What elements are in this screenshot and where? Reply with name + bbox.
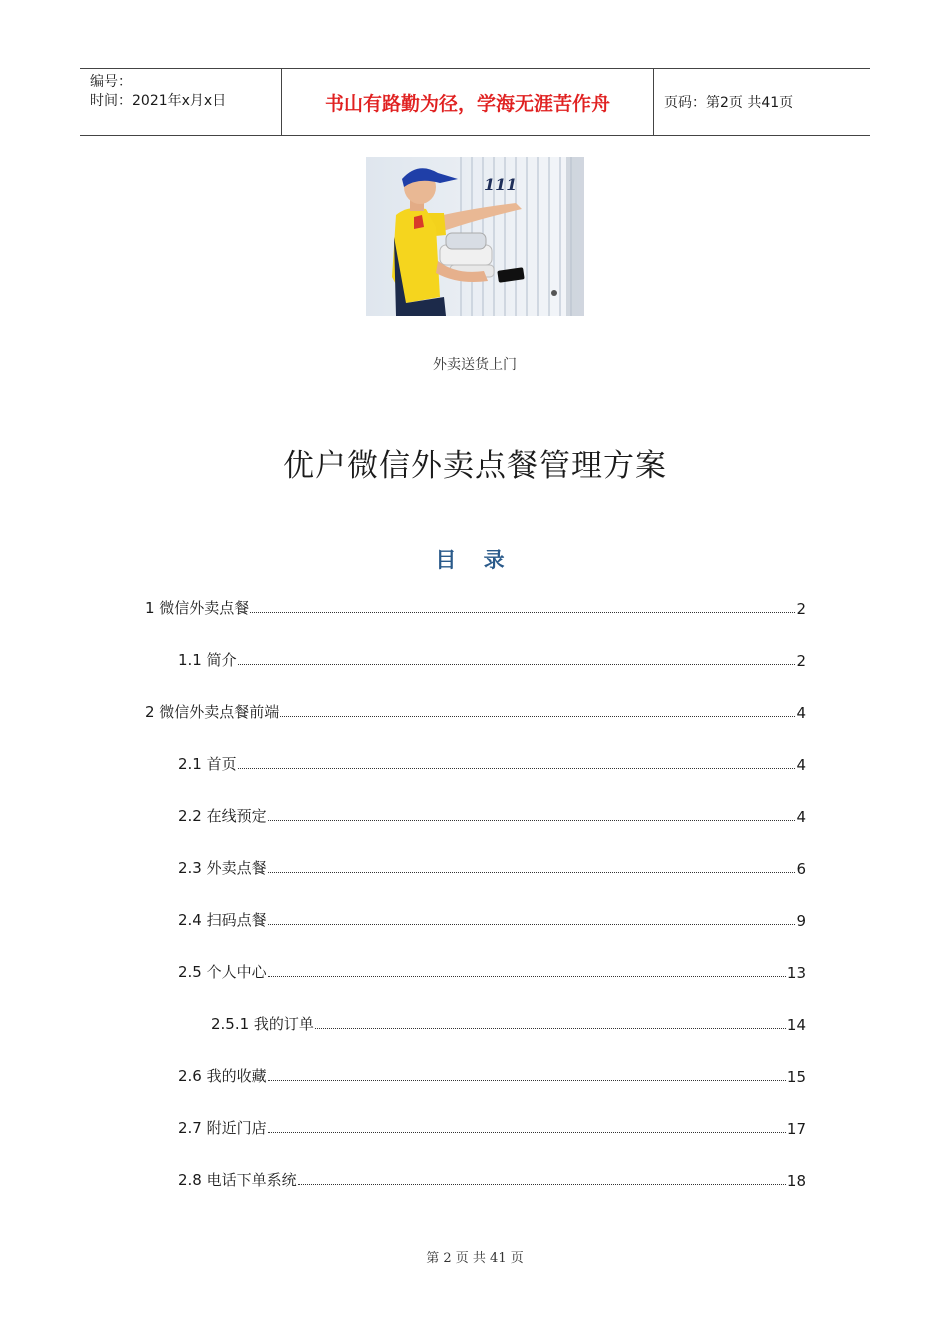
toc-entry-label: 2.4 扫码点餐 [178, 911, 267, 929]
delivery-photo [366, 157, 584, 316]
toc-entry-label: 1.1 简介 [178, 651, 237, 669]
toc-leader-dots [250, 612, 795, 613]
toc-entry-page: 4 [796, 704, 806, 722]
toc-entry-label: 2.6 我的收藏 [178, 1067, 267, 1085]
toc-entry-label: 1 微信外卖点餐 [145, 599, 250, 617]
toc-entry[interactable] [178, 854, 806, 878]
toc-leader-dots [268, 1132, 786, 1133]
delivery-man-illustration [366, 157, 584, 316]
toc-leader-dots [268, 872, 796, 873]
toc-entry[interactable] [178, 646, 806, 670]
number-label: 编号： [90, 74, 132, 90]
toc-entry-label: 2.1 首页 [178, 755, 237, 773]
toc-entry-label: 2.5 个人中心 [178, 963, 267, 981]
toc-entry-page: 17 [786, 1120, 806, 1138]
toc-entry-label: 2.2 在线预定 [178, 807, 267, 825]
toc-entry-page: 9 [796, 912, 806, 930]
toc-entry-label: 2.7 附近门店 [178, 1119, 267, 1137]
toc-entry-page: 4 [796, 756, 806, 774]
toc-entry[interactable] [178, 802, 806, 826]
toc-entry-label: 2 微信外卖点餐前端 [145, 703, 280, 721]
toc-entry-page: 4 [796, 808, 806, 826]
toc-entry[interactable] [178, 750, 806, 774]
toc-entry-page: 2 [796, 600, 806, 618]
toc-entry[interactable] [145, 594, 806, 618]
toc-entry-page: 2 [796, 652, 806, 670]
toc-entry-page: 13 [786, 964, 806, 982]
toc-leader-dots [298, 1184, 786, 1185]
toc-entry-label: 2.8 电话下单系统 [178, 1171, 297, 1189]
toc-entry[interactable] [178, 906, 806, 930]
toc-heading: 目 录 [435, 548, 515, 572]
toc-leader-dots [268, 924, 796, 925]
time-label: 时间：2021年x月x日 [90, 93, 227, 109]
toc-leader-dots [238, 664, 796, 665]
toc-leader-dots [315, 1028, 786, 1029]
door-number: 111 [484, 175, 518, 194]
header-motto: 书山有路勤为径，学海无涯苦作舟 [281, 69, 654, 135]
toc-entry[interactable] [178, 958, 806, 982]
toc-entry-page: 6 [796, 860, 806, 878]
page-header [80, 68, 870, 136]
toc-entry[interactable] [178, 1166, 806, 1190]
toc-leader-dots [238, 768, 796, 769]
toc-entry-label: 2.5.1 我的订单 [211, 1015, 314, 1033]
toc-entry-page: 14 [786, 1016, 806, 1034]
toc-entry-page: 15 [786, 1068, 806, 1086]
document-title: 优户微信外卖点餐管理方案 [283, 448, 667, 484]
page-footer: 第 2 页 共 41 页 [426, 1251, 524, 1266]
toc-entry[interactable] [145, 698, 806, 722]
toc-entry-label: 2.3 外卖点餐 [178, 859, 267, 877]
toc-entry[interactable] [178, 1114, 806, 1138]
toc-entry-page: 18 [786, 1172, 806, 1190]
toc-leader-dots [268, 820, 796, 821]
toc-entry[interactable] [178, 1062, 806, 1086]
toc-leader-dots [268, 976, 786, 977]
toc-leader-dots [280, 716, 795, 717]
photo-caption: 外卖送货上门 [433, 357, 517, 373]
header-page-info: 页码：第2页 共41页 [664, 95, 794, 111]
toc-entry[interactable] [211, 1010, 806, 1034]
toc-leader-dots [268, 1080, 786, 1081]
header-meta [80, 69, 281, 135]
